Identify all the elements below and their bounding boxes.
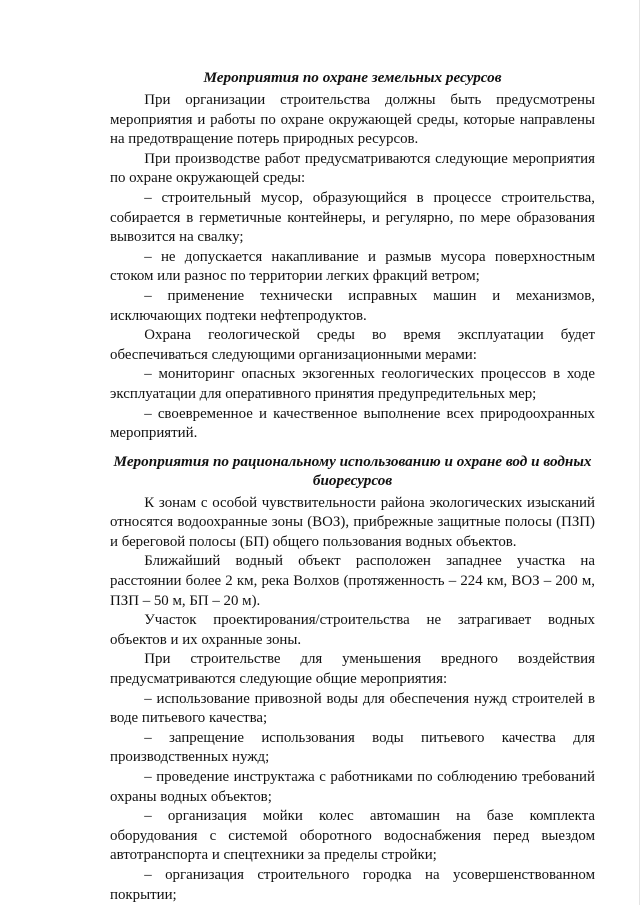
paragraph: Ближайший водный объект расположен западнее участка на расстоянии более 2 км, река Волхов (протяженность – 224 км, ВОЗ – 200 м, ПЗП – 50 м, БП – 20 м). <box>110 553 595 609</box>
list-item: – своевременное и качественное выполнение всех природоохранных мероприятий. <box>110 405 595 442</box>
list-item: – организация мойки колес автомашин на базе комплекта оборудования с системой оборотного водоснабжения перед выездом автотранспорта и спецтехники за пределы стройки; <box>110 808 595 864</box>
list-item: – использование привозной воды для обеспечения нужд строителей в воде питьевого качества; <box>110 690 595 727</box>
paragraph: Участок проектирования/строительства не затрагивает водных объектов и их охранные зоны. <box>110 612 595 648</box>
list-item: – мониторинг опасных экзогенных геологических процессов в ходе эксплуатации для оперативного принятия предупредительных мер; <box>110 366 595 402</box>
list-item: – запрещение использования воды питьевого качества для производственных нужд; <box>110 729 595 766</box>
list-item: – организация строительного городка на усовершенствованном покрытии; <box>110 866 595 903</box>
list-item: – проведение инструктажа с работниками по соблюдению требований охраны водных объектов; <box>110 769 595 805</box>
paragraph: При строительстве для уменьшения вредного воздействия предусматриваются следующие общие мероприятия: <box>110 651 595 688</box>
list-item: – не допускается накапливание и размыв мусора поверхностным стоком или разнос по территории легких фракций ветром; <box>110 248 595 285</box>
paragraph: При производстве работ предусматриваются следующие мероприятия по охране окружающей среды: <box>110 150 595 187</box>
paragraph: При организации строительства должны быть предусмотрены мероприятия и работы по охране окружающей среды, которые направлены на предотвращение потерь природных ресурсов. <box>110 92 595 148</box>
section-title-land: Мероприятия по охране земельных ресурсов <box>203 69 502 86</box>
paragraph: Охрана геологической среды во время эксплуатации будет обеспечиваться следующими организационными мерами: <box>110 327 595 363</box>
list-item: – применение технически исправных машин и механизмов, исключающих подтеки нефтепродуктов. <box>110 287 595 324</box>
paragraph: К зонам с особой чувствительности района экологических изысканий относятся водоохранные зоны (ВОЗ), прибрежные защитные полосы (ПЗП) и береговой полосы (БП) общего пользования водных объектов. <box>110 494 595 550</box>
section-title-water: Мероприятия по рациональному использованию и охране вод и водных биоресурсов <box>113 452 592 489</box>
list-item: – строительный мусор, образующийся в процессе строительства, собирается в герметичные контейнеры, и регулярно, по мере образования вывозится на свалку; <box>110 189 595 246</box>
